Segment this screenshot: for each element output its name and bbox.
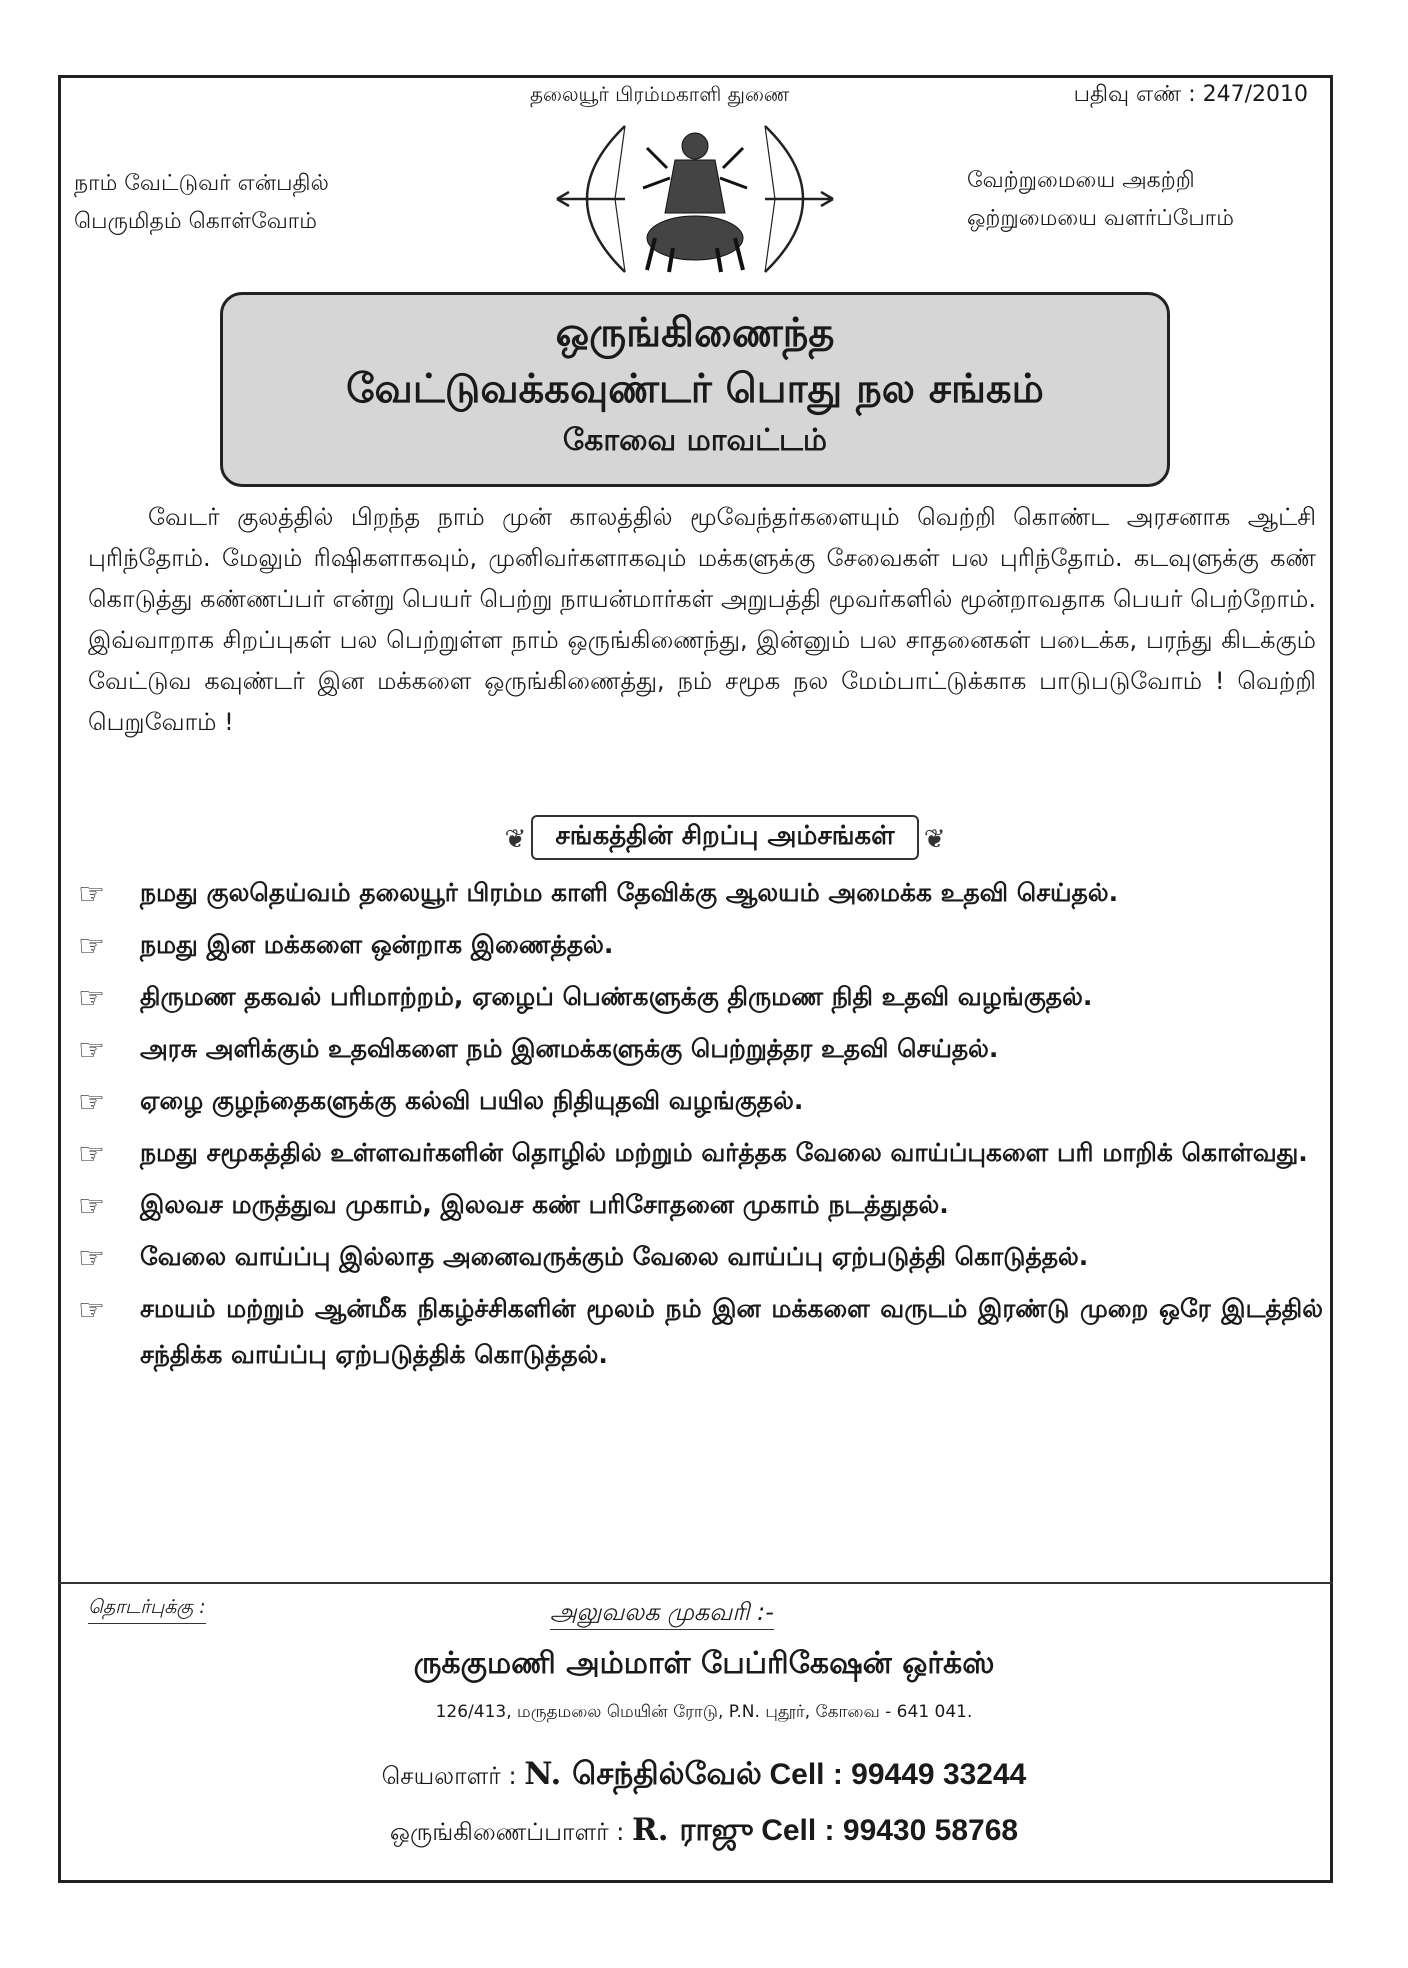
ornament-right-icon: ❦	[923, 824, 946, 855]
secretary-contact	[0, 1756, 1408, 1796]
feature-text: திருமண தகவல் பரிமாற்றம், ஏழைப் பெண்களுக்கு திருமண நிதி உதவி வழங்குதல்.	[140, 982, 1093, 1011]
features-list	[78, 870, 1323, 1384]
pointing-hand-icon: ☞	[78, 1293, 105, 1328]
pointing-hand-icon: ☞	[78, 877, 105, 912]
motto-left-line: பெருமிதம் கொள்வோம்	[74, 209, 317, 234]
coordinator-phone: Cell : 99430 58768	[761, 1814, 1019, 1847]
list-item	[78, 1182, 1323, 1228]
motto-left-line: நாம் வேட்டுவர் என்பதில்	[74, 171, 329, 196]
list-item	[78, 1078, 1323, 1124]
feature-text: இலவச மருத்துவ முகாம், இலவச கண் பரிசோதனை முகாம் நடத்துதல்.	[140, 1190, 949, 1219]
pointing-hand-icon: ☞	[78, 1137, 105, 1172]
motto-left	[74, 165, 329, 241]
list-item	[78, 1286, 1323, 1378]
list-item	[78, 1234, 1323, 1280]
feature-text: ஏழை குழந்தைகளுக்கு கல்வி பயில நிதியுதவி வழங்குதல்.	[140, 1086, 804, 1115]
secretary-name: N. செந்தில்வேல்	[524, 1756, 762, 1792]
pointing-hand-icon: ☞	[78, 1033, 105, 1068]
intro-paragraph: வேடர் குலத்தில் பிறந்த நாம் முன் காலத்தில் மூவேந்தர்களையும் வெற்றி கொண்ட அரசனாக ஆட்சி புரிந்தோம். மேலும் ரிஷிகளாகவும், முனிவர்களாகவும் மக்களுக்கு சேவைகள் பல புரிந்தோம். கடவுளுக்கு கண் கொடுத்து கண்ணப்பர் என்று பெயர் பெற்று நாயன்மார்கள் அறுபத்தி மூவர்களில் மூன்றாவதாக பெயர் பெற்றோம். இவ்வாறாக சிறப்புகள் பல பெற்றுள்ள நாம் ஒருங்கிணைந்து, இன்னும் பல சாதனைகள் படைக்க, பரந்து கிடக்கும் வேட்டுவ கவுண்டர் இன மக்களை ஒருங்கிணைத்து, நம் சமூக நல மேம்பாட்டுக்காக பாடுபடுவோம் ! வெற்றி பெறுவோம் !	[88, 503, 1316, 736]
secretary-phone: Cell : 99449 33244	[769, 1758, 1027, 1791]
features-heading	[460, 815, 990, 865]
goddess-emblem-icon	[555, 118, 835, 280]
district-name: கோவை மாவட்டம்	[562, 423, 828, 458]
registration-number: பதிவு எண் : 247/2010	[1073, 82, 1308, 107]
pointing-hand-icon: ☞	[78, 1085, 105, 1120]
coordinator-role: ஒருங்கிணைப்பாளர் :	[389, 1818, 625, 1846]
coordinator-name: R. ராஜு	[632, 1812, 754, 1848]
pointing-hand-icon: ☞	[78, 981, 105, 1016]
motto-right-line: வேற்றுமையை அகற்றி	[967, 168, 1195, 193]
footer-divider	[58, 1582, 1333, 1584]
pointing-hand-icon: ☞	[78, 1241, 105, 1276]
list-item	[78, 1026, 1323, 1072]
contact-label: தொடர்புக்கு :	[88, 1596, 206, 1624]
feature-text: சமயம் மற்றும் ஆன்மீக நிகழ்ச்சிகளின் மூலம் நம் இன மக்களை வருடம் இரண்டு முறை ஒரே இடத்தில் சந்திக்க வாய்ப்பு ஏற்படுத்திக் கொடுத்தல்.	[140, 1294, 1323, 1369]
office-address: 126/413, மருதமலை மெயின் ரோடு, P.N. புதூர், கோவை - 641 041.	[435, 1702, 973, 1722]
motto-right-line: ஒற்றுமையை வளர்ப்போம்	[967, 206, 1234, 231]
organization-name: வேட்டுவக்கவுண்டர் பொது நல சங்கம்	[346, 365, 1044, 412]
motto-right	[967, 162, 1234, 238]
list-item	[78, 870, 1323, 916]
features-heading-text: சங்கத்தின் சிறப்பு அம்சங்கள்	[531, 815, 918, 860]
company-name: ருக்குமணி அம்மாள் பேப்ரிகேஷன் ஒர்க்ஸ்	[413, 1646, 995, 1681]
list-item	[78, 922, 1323, 968]
pointing-hand-icon: ☞	[78, 1189, 105, 1224]
blessing-text: தலையூர் பிரம்மகாளி துணை	[530, 82, 790, 106]
title-line-1: ஒருங்கிணைந்த	[555, 309, 835, 356]
list-item	[78, 974, 1323, 1020]
feature-text: நமது இன மக்களை ஒன்றாக இணைத்தல்.	[140, 930, 614, 959]
feature-text: வேலை வாய்ப்பு இல்லாத அனைவருக்கும் வேலை வாய்ப்பு ஏற்படுத்தி கொடுத்தல்.	[140, 1242, 1089, 1271]
feature-text: நமது சமூகத்தில் உள்ளவர்களின் தொழில் மற்றும் வர்த்தக வேலை வாய்ப்புகளை பரி மாறிக் கொள்வது.	[140, 1138, 1308, 1167]
feature-text: நமது குலதெய்வம் தலையூர் பிரம்ம காளி தேவிக்கு ஆலயம் அமைக்க உதவி செய்தல்.	[140, 878, 1119, 907]
list-item	[78, 1130, 1323, 1176]
feature-text: அரசு அளிக்கும் உதவிகளை நம் இனமக்களுக்கு பெற்றுத்தர உதவி செய்தல்.	[140, 1034, 999, 1063]
pointing-hand-icon: ☞	[78, 929, 105, 964]
ornament-left-icon: ❦	[504, 824, 527, 855]
coordinator-contact	[0, 1812, 1408, 1852]
title-box	[220, 292, 1170, 487]
office-address-label: அலுவலக முகவரி :-	[550, 1598, 774, 1630]
secretary-role: செயலாளர் :	[381, 1762, 517, 1790]
